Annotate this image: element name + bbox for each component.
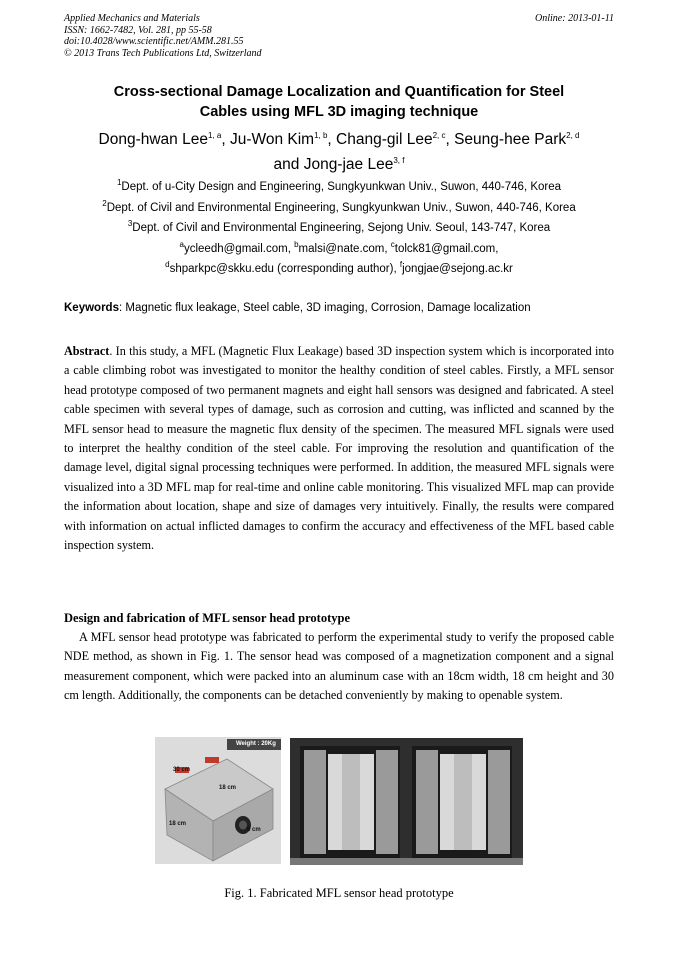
author-line-1 — [40, 127, 638, 152]
author-name: Dong-hwan Lee — [98, 131, 208, 148]
sensor-head-open-image — [290, 738, 523, 865]
author-sep: , — [445, 131, 455, 148]
affil-sup: 2 — [102, 198, 107, 208]
author-sep: , — [327, 131, 337, 148]
dim-18h-label: 18 cm — [169, 821, 187, 827]
emails-line-1 — [40, 239, 638, 260]
figure-1b-photo — [290, 738, 523, 865]
author-list — [40, 127, 638, 177]
abstract-text: . In this study, a MFL (Magnetic Flux Leakage) based 3D inspection system which is incorporated into a cable climbing robot was investigated to monitor the healthy condition of steel cables. Firstly, a MFL sensor head prototype composed of two permanent magnets and eight hall sensors was designed and fabricated. A steel cable specimen with several types of damage, such as corrosion and cutting, was inflicted and scanned by the MFL sensor head to measure the magnetic flux density of the specimen. The measured MFL signals were used to interpret the healthy condition of the steel cable. For improving the resolution and quantification of the damage level, digital signal processing techniques were performed. In addition, the measured MFL signals were visualized into a 3D MFL map for real-time and online cable monitoring. This visualized MFL map can provide the information about location, shape and size of damages very intuitively. Finally, the results were compared with information on actual inflicted damages to confirm the accuracy and effectiveness of the MFL based cable inspection system. — [64, 344, 614, 553]
email-sup: d — [165, 260, 170, 270]
dim-6-label: 6 cm — [247, 827, 261, 833]
title-line-2: Cables using MFL 3D imaging technique — [199, 104, 479, 120]
author-sup: 2, d — [566, 130, 580, 140]
email-link[interactable]: jongjae@sejong.ac.kr — [402, 263, 513, 275]
affiliation-1 — [40, 177, 638, 198]
author-sup: 1, a — [207, 130, 222, 140]
keywords-text: : Magnetic flux leakage, Steel cable, 3D imaging, Corrosion, Damage localization — [118, 302, 531, 314]
sensor-head-photo-image — [155, 737, 281, 864]
affil-text: Dept. of Civil and Environmental Engineering, Sejong Univ. Seoul, 143-747, Korea — [132, 222, 551, 234]
dim-18w-label: 18 cm — [219, 785, 237, 791]
online-date: Online: 2013-01-11 — [535, 13, 614, 24]
affiliation-2 — [40, 198, 638, 219]
figure-caption: Fig. 1. Fabricated MFL sensor head prototype — [224, 886, 454, 900]
section-heading: Design and fabrication of MFL sensor head prototype — [64, 611, 351, 625]
affiliations — [40, 177, 638, 280]
email-link[interactable]: shparkpc@skku.edu (corresponding author), — [169, 263, 400, 275]
author-name: Chang-gil Lee — [336, 131, 433, 148]
weight-label: Weight : 20Kg — [236, 741, 276, 747]
email-sup: a — [179, 239, 184, 249]
author-sup: 3, f — [393, 155, 405, 165]
author-sup: 1, b — [314, 130, 328, 140]
email-sup: c — [390, 239, 395, 249]
paper-title — [40, 82, 638, 122]
affil-text: Dept. of Civil and Environmental Engineering, Sungkyunkwan Univ., Suwon, 440-746, Korea — [106, 201, 576, 214]
figure-1a-photo — [155, 737, 281, 864]
section-paragraph: A MFL sensor head prototype was fabricated to perform the experimental study to verify the proposed cable NDE method, as shown in Fig. 1. The sensor head was composed of a magnetization component and a signal measurement component, which were packed into an aluminum case with an 18cm width, 18 cm height and 30 cm length. Additionally, the components can be detached conveniently by making to openable system. — [64, 630, 614, 703]
journal-header — [64, 13, 262, 59]
affil-sup: 3 — [127, 219, 133, 229]
dim-30-label: 30 cm — [173, 767, 191, 773]
author-line-2 — [40, 152, 638, 177]
emails-line-2 — [40, 259, 638, 280]
author-sep: , — [221, 131, 230, 148]
title-line-1: Cross-sectional Damage Localization and Quantification for Steel — [113, 84, 565, 100]
author-name: Seung-hee Park — [454, 131, 567, 148]
email-sup: b — [294, 239, 299, 249]
issn-line: ISSN: 1662-7482, Vol. 281, pp 55-58 — [64, 24, 212, 36]
abstract-label: Abstract — [64, 344, 110, 358]
affiliation-3 — [40, 218, 638, 239]
abstract — [64, 342, 614, 555]
affil-sup: 1 — [116, 178, 122, 188]
email-link[interactable]: malsi@nate.com, — [298, 242, 391, 255]
journal-name: Applied Mechanics and Materials — [64, 13, 200, 24]
keywords-label: Keywords — [64, 302, 119, 314]
keywords — [64, 302, 531, 314]
email-sup: f — [399, 260, 403, 270]
author-name: Ju-Won Kim — [229, 131, 315, 148]
email-link[interactable]: ycleedh@gmail.com, — [183, 242, 295, 255]
doi-line: doi:10.4028/www.scientific.net/AMM.281.55 — [64, 36, 244, 47]
copyright-line: © 2013 Trans Tech Publications Ltd, Switzerland — [64, 47, 262, 59]
author-name: and Jong-jae Lee — [273, 156, 394, 173]
affil-text: Dept. of u-City Design and Engineering, Sungkyunkwan Univ., Suwon, 440-746, Korea — [121, 181, 562, 193]
email-link[interactable]: tolck81@gmail.com, — [394, 242, 499, 255]
author-sup: 2, c — [432, 130, 446, 140]
